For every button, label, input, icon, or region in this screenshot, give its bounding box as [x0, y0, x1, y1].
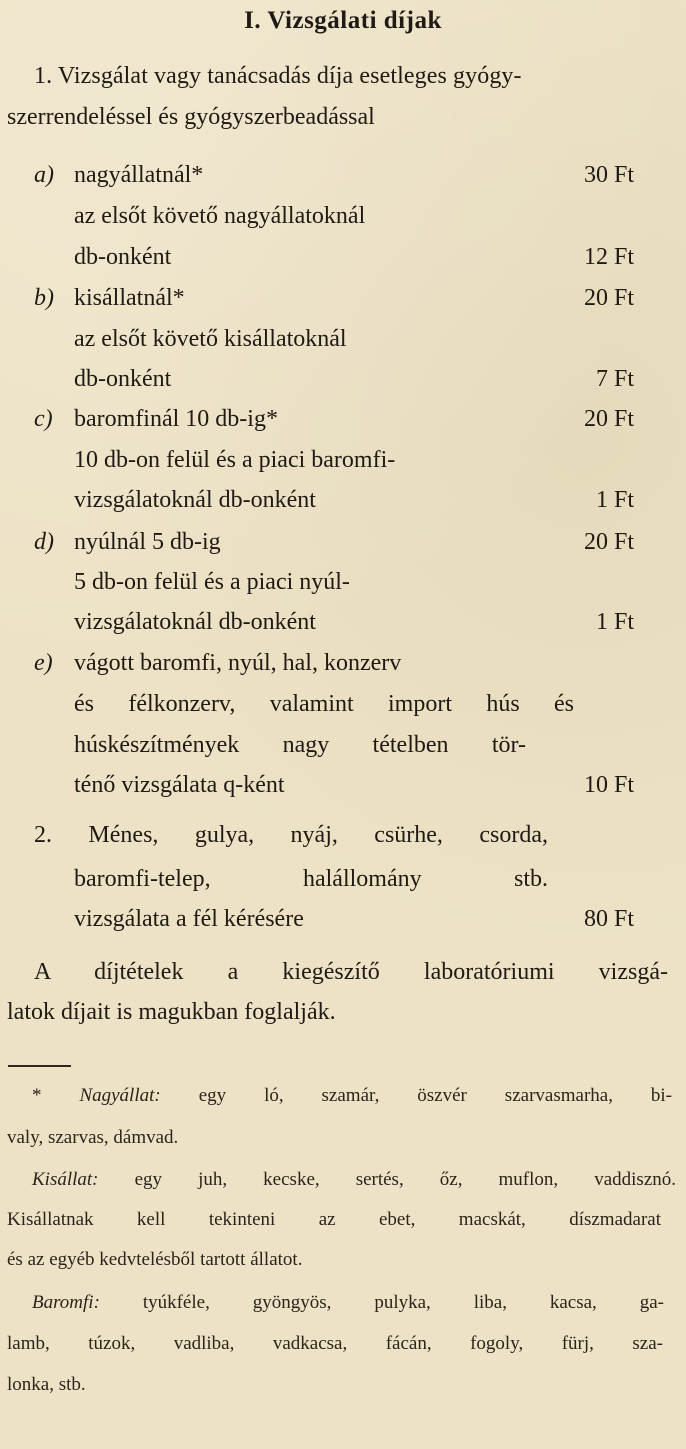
- item-c-continuation: 10 db-on felül és a piaci baromfi-: [74, 447, 396, 473]
- item-d-label: nyúlnál 5 db-ig: [74, 529, 221, 555]
- item-e-line-3: húskészítmények nagy tételben tör-: [74, 732, 526, 758]
- item-a-sub-label: db-onként: [74, 244, 172, 270]
- footnote-baromfi-line-1: [32, 1289, 664, 1317]
- item-b-row: [34, 281, 634, 315]
- item-e-row: [34, 646, 634, 680]
- item-a-sub-row: [34, 240, 634, 274]
- item-e-amount: 10 Ft: [583, 772, 634, 798]
- section-1-line-1: 1. Vizsgálat vagy tanácsadás díja esetleges gyógy-: [34, 63, 522, 89]
- section-2-amount-row: [34, 902, 634, 936]
- item-d-sub-row: [34, 605, 634, 639]
- section-2-amount: 80 Ft: [583, 906, 634, 932]
- item-a-label: nagyállatnál*: [74, 162, 204, 188]
- item-b-continuation: az elsőt követő kisállatoknál: [74, 326, 347, 352]
- note-line-2: latok díjait is magukban foglalják.: [7, 999, 336, 1025]
- page-title: I. Vizsgálati díjak: [244, 7, 442, 34]
- footnote-nagyallat-line-1: [32, 1082, 672, 1110]
- footnote-divider: [8, 1065, 71, 1067]
- item-c-amount: 20 Ft: [583, 406, 634, 432]
- item-d-sub-amount: 1 Ft: [595, 609, 634, 635]
- item-b-sub-label: db-onként: [74, 366, 172, 392]
- item-d-sub-label: vizsgálatoknál db-onként: [74, 609, 316, 635]
- item-e-line-4: ténő vizsgálata q-ként: [74, 772, 285, 798]
- section-2-line-3: vizsgálata a fél kérésére: [74, 906, 304, 932]
- item-e-marker: e): [34, 650, 53, 676]
- item-e-sub-row: [34, 768, 634, 802]
- section-2-line-1: 2. Ménes, gulya, nyáj, csürhe, csorda,: [34, 822, 548, 848]
- footnote-kisallat-label: Kisállat:: [32, 1169, 99, 1190]
- item-c-sub-row: [34, 483, 634, 517]
- footnote-kisallat-text-1: egy juh, kecske, sertés, őz, muflon, vaddisznó.: [134, 1169, 677, 1190]
- item-a-amount: 30 Ft: [583, 162, 634, 188]
- item-e-line-2: és félkonzerv, valamint import hús és: [74, 691, 574, 717]
- item-c-marker: c): [34, 406, 53, 432]
- item-a-continuation: az elsőt követő nagyállatoknál: [74, 203, 366, 229]
- footnote-nagyallat-label: Nagyállat:: [79, 1085, 161, 1106]
- footnote-kisallat-line-3: és az egyéb kedvtelésből tartott állatot.: [7, 1249, 303, 1270]
- item-a-sub-amount: 12 Ft: [583, 244, 634, 270]
- item-a-marker: a): [34, 162, 54, 188]
- footnote-baromfi-line-3: lonka, stb.: [7, 1374, 86, 1395]
- note-line-1: A díjtételek a kiegészítő laboratóriumi vizsgá-: [34, 959, 668, 985]
- item-c-row: [34, 402, 634, 436]
- item-d-marker: d): [34, 529, 54, 555]
- section-1-line-2: szerrendeléssel és gyógyszerbeadással: [7, 104, 375, 130]
- item-b-marker: b): [34, 285, 54, 311]
- item-e-label: vágott baromfi, nyúl, hal, konzerv: [74, 650, 402, 676]
- item-a-row: [34, 158, 634, 192]
- footnote-kisallat-line-2: Kisállatnak kell tekinteni az ebet, macskát, díszmadarat: [7, 1209, 661, 1230]
- item-b-amount: 20 Ft: [583, 285, 634, 311]
- item-b-label: kisállatnál*: [74, 285, 185, 311]
- item-d-amount: 20 Ft: [583, 529, 634, 555]
- item-d-continuation: 5 db-on felül és a piaci nyúl-: [74, 569, 350, 595]
- footnote-baromfi-text-1: tyúkféle, gyöngyös, pulyka, liba, kacsa, ga-: [142, 1292, 664, 1313]
- footnote-nagyallat-line-2: valy, szarvas, dámvad.: [7, 1127, 179, 1148]
- item-d-row: [34, 525, 634, 559]
- item-c-sub-amount: 1 Ft: [595, 487, 634, 513]
- footnote-baromfi-label: Baromfi:: [32, 1292, 100, 1313]
- footnote-nagyallat-text-1: egy ló, szamár, öszvér szarvasmarha, bi-: [198, 1085, 673, 1106]
- item-b-sub-row: [34, 362, 634, 396]
- item-c-sub-label: vizsgálatoknál db-onként: [74, 487, 316, 513]
- item-c-label: baromfinál 10 db-ig*: [74, 406, 278, 432]
- footnote-star: *: [32, 1085, 42, 1106]
- item-b-sub-amount: 7 Ft: [595, 366, 634, 392]
- footnote-kisallat-line-1: [32, 1166, 676, 1194]
- footnote-baromfi-line-2: lamb, túzok, vadliba, vadkacsa, fácán, fogoly, fürj, sza-: [7, 1333, 663, 1354]
- section-2-line-2: baromfi-telep, halállomány stb.: [74, 866, 548, 892]
